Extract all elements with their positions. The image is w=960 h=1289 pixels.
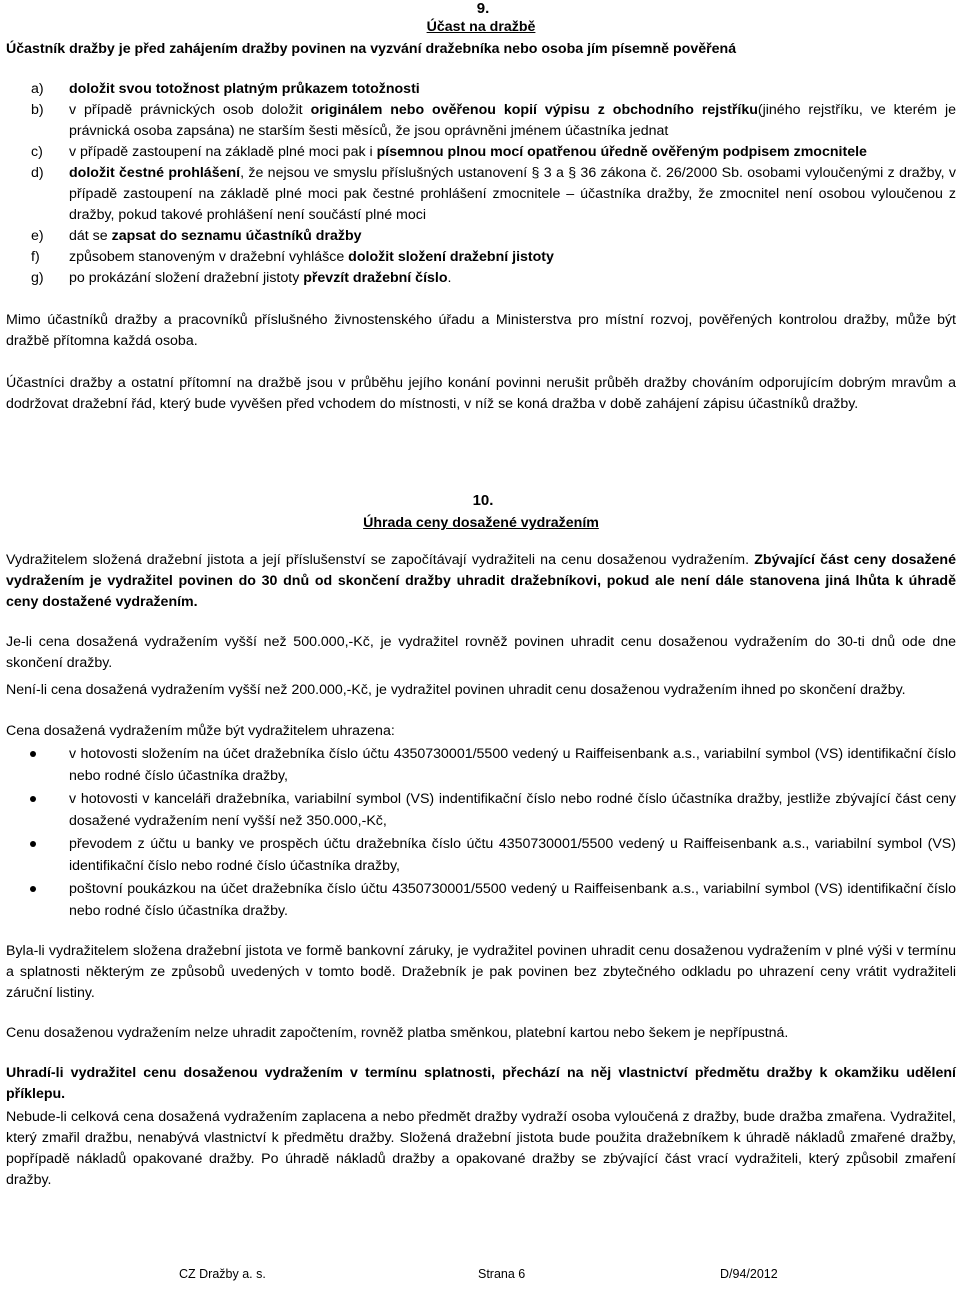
payment-method-text: v hotovosti v kanceláři dražebníka, variabilní symbol (VS) indentifikační číslo nebo rodné číslo účastníka dražby, jestliže zbývající část ceny dosažené vydražením není vyšší než 350.000,-Kč, bbox=[69, 791, 956, 829]
requirement-label: d) bbox=[31, 165, 44, 181]
paragraph-under-200k: Není-li cena dosažená vydražením vyšší než 200.000,-Kč, je vydražitel povinen uhradit cenu dosaženou vydražením ihned po skončení dražby. bbox=[6, 682, 906, 698]
requirement-item bbox=[6, 79, 956, 100]
requirement-text: dát se bbox=[69, 228, 112, 244]
section-number: 9. bbox=[476, 0, 490, 17]
requirement-text: , že nejsou ve smyslu příslušných ustanovení § 3 a § 36 zákona č. 26/2000 Sb. osobami vyloučenými z dražby, v případě zastoupení na základě plné moci pak čestné prohlášení zmocnitele – účastníka dražby, že zmocnitel není osobou vyloučenou z dražby, pokud takové prohlášení není součástí plné moci bbox=[69, 165, 956, 223]
payment-method-text: převodem z účtu u banky ve prospěch účtu dražebníka číslo účtu 4350730001/5500 vedený u Raiffeisenbank a.s., variabilní symbol (VS) identifikační číslo nebo rodné číslo účastníka dražby, bbox=[69, 836, 956, 874]
payment-method-item bbox=[6, 788, 956, 832]
requirement-label: a) bbox=[31, 81, 44, 97]
section-number: 10. bbox=[472, 492, 494, 509]
paragraph-bank-guarantee: Byla-li vydražitelem složena dražební jistota ve formě bankovní záruky, je vydražitel povinen uhradit cenu dosaženou vydražením v plné výši v termínu a splatnosti některým ze způsobů uvedených v tomto bodě. Dražebník je pak povinen bez zbytečného odkladu po uhrazení ceny vrátit vydražiteli záruční listiny. bbox=[6, 943, 956, 1001]
paragraph-frustrated-auction: Nebude-li celková cena dosažená vydražením zaplacena a nebo předmět dražby vydraží osoba vyloučená z dražby, bude dražba zmařena. Vydražitel, který zmařil dražbu, nenabývá vlastnictví k předmětu dražby. Složená dražební jistota bude použita dražebníkem k úhradě nákladů zmařené dražby, popřípadě nákladů opakované dražby. Po úhradě nákladů dražby a opakované dražby se zbývající část vrací vydražiteli, který způsobil zmaření dražby. bbox=[6, 1109, 956, 1188]
requirement-label: e) bbox=[31, 228, 44, 244]
payment-intro: Cena dosažená vydražením může být vydražitelem uhrazena: bbox=[6, 723, 395, 739]
requirement-item bbox=[6, 100, 956, 142]
requirement-item bbox=[6, 226, 956, 247]
payment-method-item bbox=[6, 743, 956, 787]
bullet-icon bbox=[30, 796, 36, 802]
footer-company: CZ Dražby a. s. bbox=[179, 1267, 266, 1281]
requirement-label: g) bbox=[31, 270, 44, 286]
requirement-item bbox=[6, 247, 956, 268]
section-title: Úhrada ceny dosažené vydražením bbox=[363, 515, 599, 531]
paragraph-no-offset: Cenu dosaženou vydražením nelze uhradit započtením, rovněž platba směnkou, platební kartou nebo šekem je nepřípustná. bbox=[6, 1025, 789, 1041]
footer-reference: D/94/2012 bbox=[720, 1267, 778, 1281]
paragraph-conduct: Účastníci dražby a ostatní přítomní na dražbě jsou v průběhu jejího konání povinni nerušit průběh dražby chováním odporujícím dobrým mravům a dodržovat dražební řád, který bude vyvěšen před vchodem do místnosti, v níž se koná dražba v době zahájení zápisu účastníků dražby. bbox=[6, 375, 956, 412]
section-title: Účast na dražbě bbox=[426, 19, 536, 35]
bullet-icon bbox=[30, 886, 36, 892]
paragraph-deposit bbox=[6, 550, 956, 613]
requirement-text: (jiného rejstříku, ve kterém je právnická osoba zapsána) ne starším šesti měsíců, že jsou oprávněni jménem účastníka jednat bbox=[69, 102, 956, 139]
payment-method-item bbox=[6, 833, 956, 877]
requirement-item bbox=[6, 268, 956, 289]
requirement-text: doložit složení dražební jistoty bbox=[348, 249, 554, 265]
paragraph-attendance: Mimo účastníků dražby a pracovníků příslušného živnostenského úřadu a Ministerstva pro místní rozvoj, pověřených kontrolou dražby, může být dražbě přítomna každá osoba. bbox=[6, 312, 956, 349]
paragraph-over-500k: Je-li cena dosažená vydražením vyšší než 500.000,-Kč, je vydražitel rovněž povinen uhradit cenu dosaženou vydražením do 30-ti dnů ode dne skončení dražby. bbox=[6, 634, 956, 671]
requirement-label: c) bbox=[31, 144, 43, 160]
requirement-text: po prokázání složení dražební jistoty bbox=[69, 270, 304, 286]
section-9 bbox=[6, 0, 956, 415]
requirement-text: způsobem stanoveným v dražební vyhlášce bbox=[69, 249, 349, 265]
requirement-item bbox=[6, 163, 956, 226]
paragraph-ownership: Uhradí-li vydražitel cenu dosaženou vydražením v termínu splatnosti, přechází na něj vlastnictví předmětu dražby k okamžiku udělení příklepu. bbox=[6, 1065, 956, 1102]
requirement-text: převzít dražební číslo bbox=[303, 270, 448, 286]
deposit-bold-text: Zbývající část ceny dosažené vydražením je vydražitel povinen do 30 dnů od skončení dražby uhradit dražebníkovi, pokud ale není dále stanovena jiná lhůta k úhradě ceny dostažené vydražením. bbox=[6, 552, 956, 610]
bullet-icon bbox=[30, 751, 36, 757]
payment-method-text: poštovní poukázkou na účet dražebníka číslo účtu 4350730001/5500 vedený u Raiffeisenbank a.s., variabilní symbol (VS) identifikační číslo nebo rodné číslo účastníka dražby. bbox=[69, 881, 956, 919]
requirement-text: písemnou plnou mocí opatřenou úředně ověřeným podpisem zmocnitele bbox=[376, 144, 867, 160]
requirement-text: v případě zastoupení na základě plné moci pak i bbox=[69, 144, 377, 160]
requirement-item bbox=[6, 142, 956, 163]
payment-methods-list bbox=[6, 743, 956, 922]
requirement-text: doložit čestné prohlášení bbox=[69, 165, 241, 181]
requirement-text: originálem nebo ověřenou kopií výpisu z obchodního rejstříku bbox=[310, 102, 758, 118]
requirement-text: v případě právnických osob doložit bbox=[69, 102, 311, 118]
section-intro: Účastník dražby je před zahájením dražby povinen na vyzvání dražebníka nebo osoba jím písemně pověřená bbox=[6, 41, 737, 57]
bullet-icon bbox=[30, 841, 36, 847]
requirement-label: f) bbox=[31, 249, 40, 265]
requirement-label: b) bbox=[31, 102, 44, 118]
deposit-text: Vydražitelem složená dražební jistota a její příslušenství se započítávají vydražiteli na cenu dosaženou vydražením. bbox=[6, 552, 755, 568]
requirement-text: . bbox=[447, 270, 452, 286]
section-10 bbox=[6, 492, 956, 1191]
footer-page-number: Strana 6 bbox=[478, 1267, 526, 1281]
requirement-text: doložit svou totožnost platným průkazem totožnosti bbox=[69, 81, 420, 97]
requirements-list bbox=[6, 79, 956, 289]
page-footer bbox=[0, 1267, 960, 1287]
payment-method-item bbox=[6, 878, 956, 922]
payment-method-text: v hotovosti složením na účet dražebníka číslo účtu 4350730001/5500 vedený u Raiffeisenbank a.s., variabilní symbol (VS) identifikační číslo nebo rodné číslo účastníka dražby, bbox=[69, 746, 956, 784]
requirement-text: zapsat do seznamu účastníků dražby bbox=[111, 228, 362, 244]
